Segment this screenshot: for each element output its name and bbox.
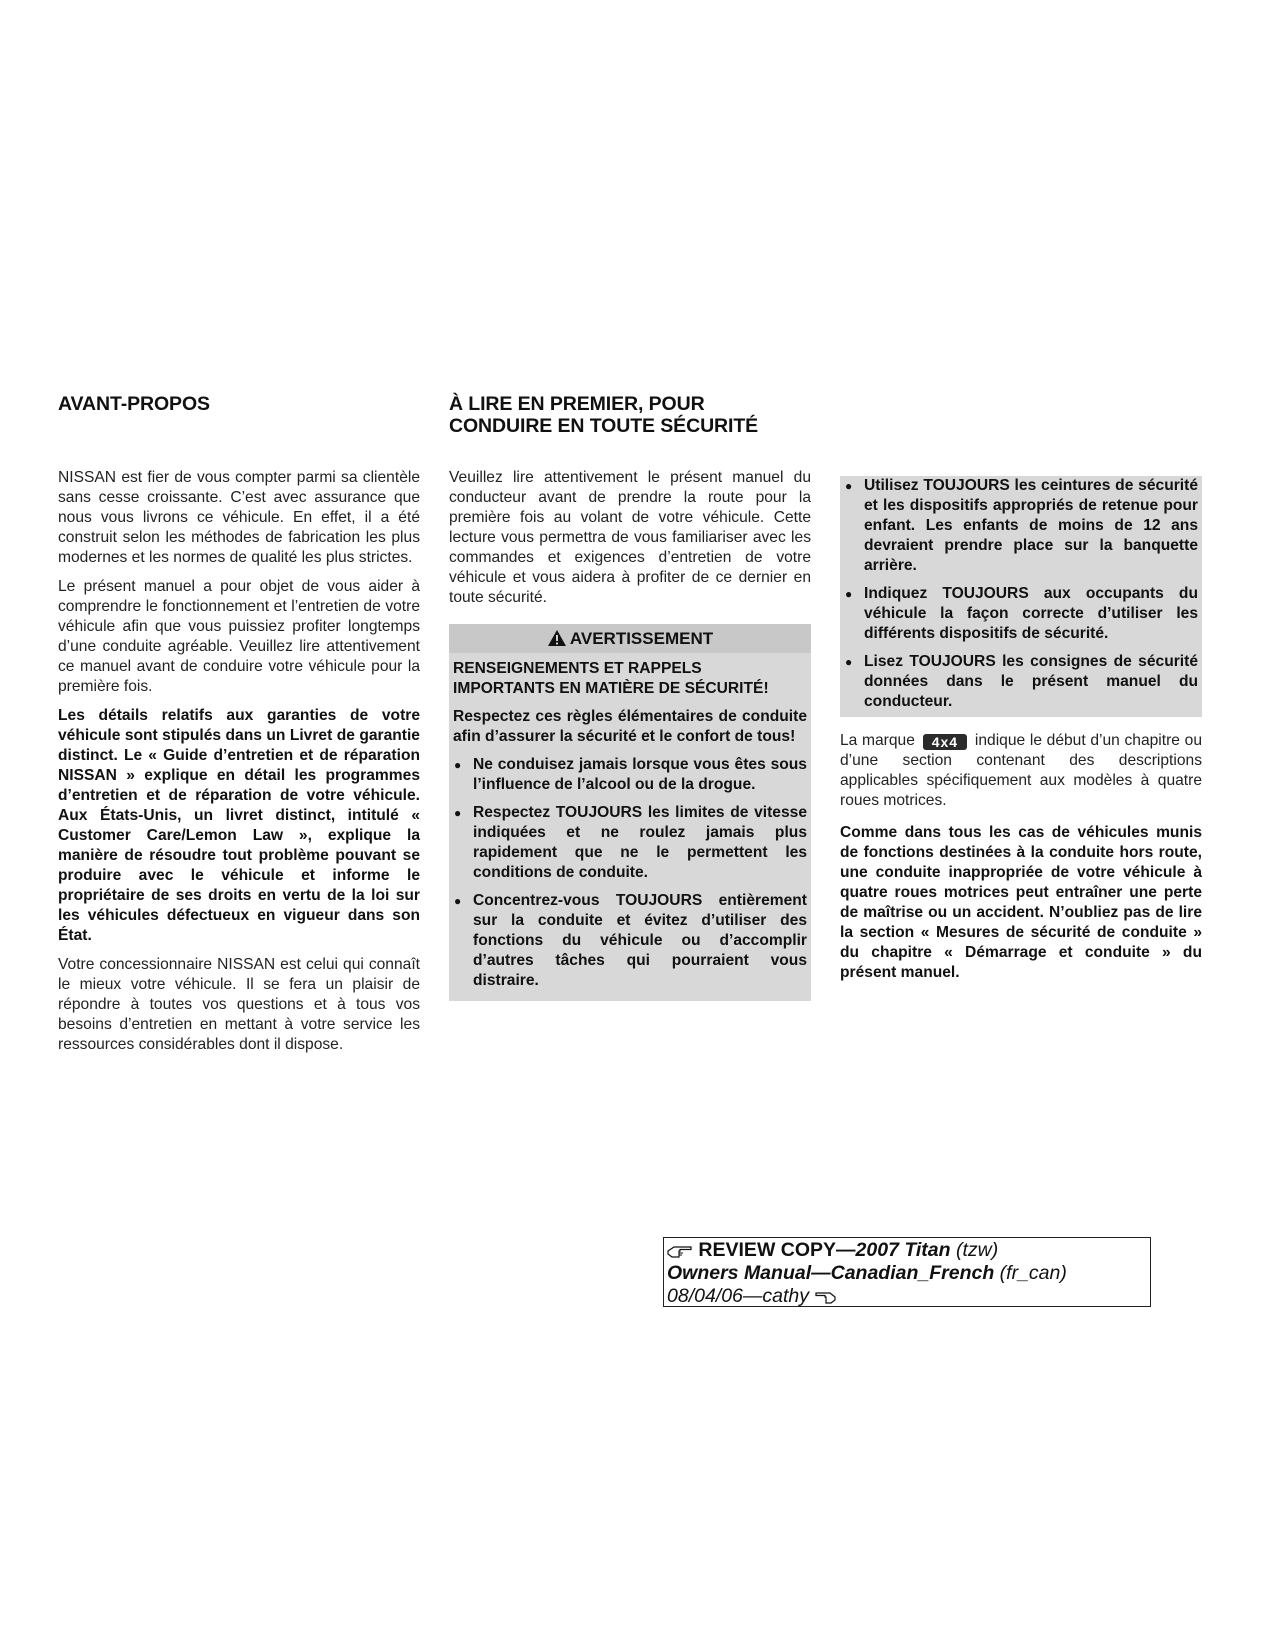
review-copy-label: REVIEW COPY— [698,1239,856,1261]
safety-bullet: ● Lisez TOUJOURS les consignes de sécurité données dans le présent manuel du conducteur. [844,652,1198,712]
avant-propos-column [58,468,420,1064]
warning-box [449,624,811,1001]
safety-bullets-box [840,476,1202,717]
safety-bullet: ● Utilisez TOUJOURS les ceintures de sécurité et les dispositifs appropriés de retenue pour enfant. Les enfants de moins de 12 ans devraient prendre place sur la banquette arrière. [844,476,1198,576]
warning-title-text: AVERTISSEMENT [569,629,714,648]
warranty-paragraph: Les détails relatifs aux garanties de votre véhicule sont stipulés dans un Livret de garantie distinct. Le « Guide d’entretien et de réparation NISSAN » explique en détail les programmes d’entretien et de réparation de votre véhicule. Aux États-Unis, un livret distinct, intitulé « Customer Care/Lemon Law », explique la manière de résoudre tout problème pouvant se produire avec le véhicule et informe le propriétaire de ses droits en vertu de la loi sur les véhicules défectueux en vigueur dans son État. [58,707,420,944]
review-line-1 [667,1239,1147,1262]
review-line-3 [667,1285,1147,1308]
dealer-paragraph: Votre concessionnaire NISSAN est celui qui connaît le mieux votre véhicule. Il se fera un plaisir de répondre à toutes vos questions et à tous vos besoins d’entretien en mettant à votre service les ressources considérables dont il dispose. [58,956,420,1053]
warning-title [449,624,811,653]
review-locale: (fr_can) [999,1262,1067,1284]
safety-column [449,468,811,1001]
safety-heading-line1: À LIRE EN PREMIER, POUR [449,393,705,415]
review-model: 2007 Titan [855,1239,951,1261]
safety-heading-line2: CONDUIRE EN TOUTE SÉCURITÉ [449,415,759,437]
warning-triangle-icon [547,629,567,647]
safety-heading [449,393,758,437]
review-model-code: (tzw) [955,1239,999,1261]
review-copy-box [663,1237,1151,1307]
purpose-paragraph: Le présent manuel a pour objet de vous aider à comprendre le fonctionnement et l’entretien de votre véhicule afin que vous puissiez profiter longtemps d’une conduite agréable. Veuillez lire attentivement ce manuel avant de conduire votre véhicule pour la première fois. [58,578,420,695]
pointing-hand-left-icon [814,1288,836,1304]
warning-bullet: ● Concentrez-vous TOUJOURS entièrement sur la conduite et évitez d’utiliser des fonctions du véhicule ou d’accomplir d’autres tâches qui pourraient vous distraire. [453,891,807,991]
4x4-mark-after: indique le début d’un chapitre ou d’une section contenant des descriptions applicables spécifiquement aux modèles à quatre roues motrices. [840,732,1202,809]
warning-bullet: ● Ne conduisez jamais lorsque vous êtes sous l’influence de l’alcool ou de la drogue. [453,755,807,795]
review-line-2 [667,1262,1147,1285]
warning-body [449,659,811,991]
review-manual-name: Owners Manual—Canadian_French [667,1262,995,1284]
safety-intro-paragraph: Veuillez lire attentivement le présent manuel du conducteur avant de prendre la route pour la première fois au volant de votre véhicule. Cette lecture vous permettra de vous familiariser avec les commandes et exigences d’entretien de votre véhicule et vous aidera à profiter de ce dernier en toute sécurité. [449,469,811,606]
review-date-author: 08/04/06—cathy [667,1285,810,1307]
4x4-mark-before: La marque [840,732,915,749]
safety-bullet: ● Indiquez TOUJOURS aux occupants du véhicule la façon correcte d’utiliser les différents dispositifs de sécurité. [844,584,1198,644]
warning-bullet: ● Respectez TOUJOURS les limites de vitesse indiquées et ne roulez jamais plus rapidement que ne le permettent les conditions de conduite. [453,803,807,883]
offroad-warning-paragraph: Comme dans tous les cas de véhicules munis de fonctions destinées à la conduite hors route, une conduite inappropriée de votre véhicule à quatre roues motrices peut entraîner une perte de maîtrise ou un accident. N’oubliez pas de lire la section « Mesures de sécurité de conduite » du chapitre « Démarrage et conduite » du présent manuel. [840,824,1202,981]
safety-column-continued [840,476,1202,992]
4x4-badge-icon: 4x4 [923,734,967,750]
4x4-mark-paragraph [840,731,1202,811]
warning-bullet-list [453,755,807,991]
safety-bullet-list [844,476,1198,712]
pointing-hand-icon [667,1242,693,1258]
warning-subtitle: RENSEIGNEMENTS ET RAPPELS IMPORTANTS EN MATIÈRE DE SÉCURITÉ! [453,660,769,697]
warning-rules: Respectez ces règles élémentaires de conduite afin d’assurer la sécurité et le confort de tous! [453,708,807,745]
avant-propos-heading: AVANT-PROPOS [58,393,210,415]
intro-paragraph: NISSAN est fier de vous compter parmi sa clientèle sans cesse croissante. C’est avec assurance que nous vous livrons ce véhicule. En effet, il a été construit selon les méthodes de fabrication les plus modernes et les normes de qualité les plus strictes. [58,469,420,566]
